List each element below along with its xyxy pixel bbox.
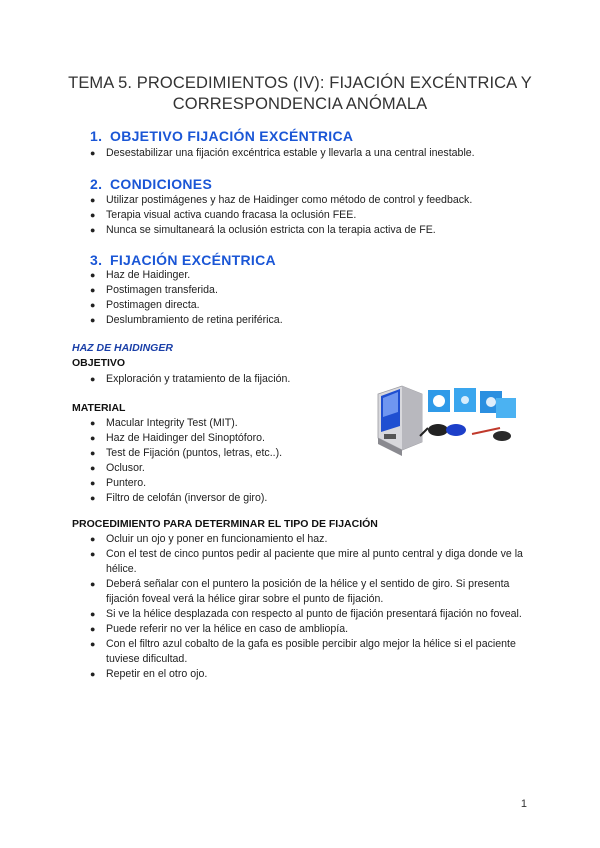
bullet-icon: ● — [90, 534, 96, 544]
objetivo-label: OBJETIVO — [72, 357, 126, 369]
section-1-heading — [90, 128, 353, 144]
list-item: ● Deslumbramiento de retina periférica. — [90, 314, 283, 326]
list-item: ● Test de Fijación (puntos, letras, etc..). — [90, 447, 283, 459]
list-item: ● Postimagen directa. — [90, 299, 200, 311]
list-item: ● Repetir en el otro ojo. — [90, 668, 208, 680]
list-item: ● Deberá señalar con el puntero la posición de la hélice y el sentido de giro. Si presenta fijación foveal verá la hélice girar sobre el punto de fijación. — [90, 578, 510, 605]
bullet-icon: ● — [90, 549, 96, 559]
pointer — [472, 428, 511, 441]
section-number: 3. — [90, 252, 103, 268]
list-item: ● Exploración y tratamiento de la fijación. — [90, 373, 291, 385]
list-item: ● Si ve la hélice desplazada con respecto al punto de fijación presentará fijación no foveal. — [90, 608, 522, 620]
bullet-icon: ● — [90, 195, 96, 205]
list-item: ● Con el test de cinco puntos pedir al paciente que mire al punto central y diga donde ve la hélice. — [90, 548, 523, 575]
bullet-icon: ● — [90, 624, 96, 634]
bullet-icon: ● — [90, 448, 96, 458]
list-item: ● Puede referir no ver la hélice en caso de ambliopía. — [90, 623, 349, 635]
section-number: 2. — [90, 176, 103, 192]
test-cards — [428, 388, 516, 418]
bullet-icon: ● — [90, 463, 96, 473]
title-line-1: TEMA 5. PROCEDIMIENTOS (IV): FIJACIÓN EXCÉNTRICA Y — [68, 74, 532, 92]
section-number: 1. — [90, 128, 103, 144]
bullet-icon: ● — [90, 669, 96, 679]
bullet-icon: ● — [90, 418, 96, 428]
procedimiento-list — [90, 532, 530, 682]
bullet-icon: ● — [90, 210, 96, 220]
section-3-heading — [90, 252, 276, 268]
material-list — [90, 416, 282, 506]
section-3-list — [90, 268, 283, 328]
bullet-icon: ● — [90, 609, 96, 619]
list-item: ● Utilizar postimágenes y haz de Haidinger como método de control y feedback. — [90, 194, 473, 206]
bullet-icon: ● — [90, 493, 96, 503]
page-number: 1 — [520, 798, 527, 810]
bullet-icon: ● — [90, 285, 96, 295]
title-line-2: CORRESPONDENCIA ANÓMALA — [172, 95, 428, 113]
list-item: ● Haz de Haidinger del Sinoptóforo. — [90, 432, 266, 444]
page-title — [40, 73, 560, 115]
section-2-list — [90, 193, 472, 238]
bullet-icon: ● — [90, 315, 96, 325]
list-item: ● Nunca se simultaneará la oclusión estricta con la terapia activa de FE. — [90, 224, 436, 236]
section-2-heading — [90, 176, 212, 192]
haidinger-device-image — [372, 374, 520, 464]
list-item: ● Desestabilizar una fijación excéntrica estable y llevarla a una central inestable. — [90, 147, 475, 159]
bullet-icon: ● — [90, 225, 96, 235]
bullet-icon: ● — [90, 579, 96, 589]
list-item: ● Con el filtro azul cobalto de la gafa es posible percibir algo mejor la hélice si el paciente tuviese dificultad. — [90, 638, 516, 665]
bullet-icon: ● — [90, 300, 96, 310]
section-title: CONDICIONES — [110, 176, 213, 192]
procedimiento-label: PROCEDIMIENTO PARA DETERMINAR EL TIPO DE FIJACIÓN — [72, 518, 378, 530]
list-item: ● Filtro de celofán (inversor de giro). — [90, 492, 268, 504]
objetivo-list — [90, 372, 290, 387]
haidinger-heading: HAZ DE HAIDINGER — [72, 342, 173, 354]
bullet-icon: ● — [90, 478, 96, 488]
material-label: MATERIAL — [72, 402, 126, 414]
device-body — [378, 386, 422, 456]
list-item: ● Ocluir un ojo y poner en funcionamiento el haz. — [90, 533, 328, 545]
section-title: OBJETIVO FIJACIÓN EXCÉNTRICA — [110, 128, 354, 144]
list-item: ● Postimagen transferida. — [90, 284, 218, 296]
bullet-icon: ● — [90, 270, 96, 280]
list-item: ● Terapia visual activa cuando fracasa la oclusión FEE. — [90, 209, 357, 221]
bullet-icon: ● — [90, 148, 96, 158]
section-title: FIJACIÓN EXCÉNTRICA — [110, 252, 276, 268]
list-item: ● Macular Integrity Test (MIT). — [90, 417, 238, 429]
bullet-icon: ● — [90, 374, 96, 384]
occluder-glasses — [420, 424, 466, 436]
list-item: ● Oclusor. — [90, 462, 145, 474]
list-item: ● Puntero. — [90, 477, 147, 489]
section-1-list — [90, 146, 475, 161]
bullet-icon: ● — [90, 639, 96, 649]
list-item: ● Haz de Haidinger. — [90, 269, 191, 281]
bullet-icon: ● — [90, 433, 96, 443]
